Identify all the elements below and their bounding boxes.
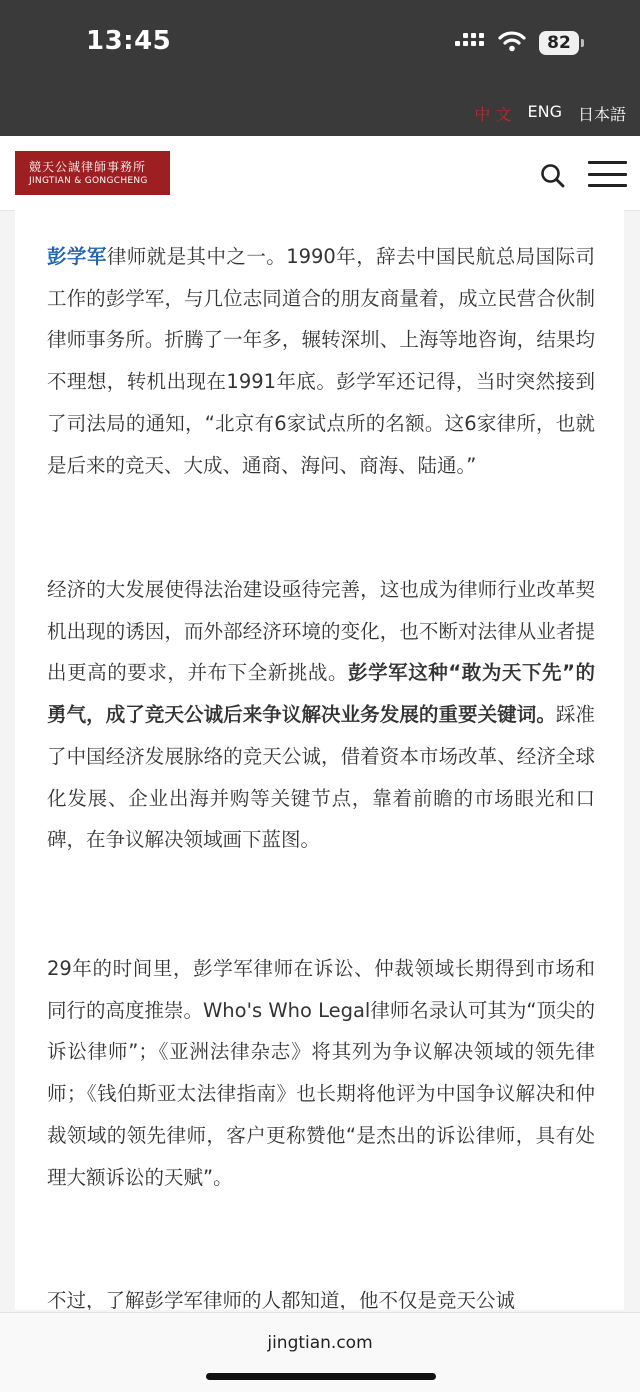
battery-indicator: 82: [539, 31, 579, 55]
article-paragraph-3: 29年的时间里，彭学军律师在诉讼、仲裁领域长期得到市场和同行的高度推崇。Who's Who Legal律师名录认可其为“顶尖的诉讼律师”；《亚洲法律杂志》将其列为争议解决领域的领先律师；《钱伯斯亚太法律指南》也长期将他评为中国争议解决和仲裁领域的领先律师，客户更称赞他“是杰出的诉讼律师，具有处理大额诉讼的天赋”。: [47, 957, 595, 1189]
battery-cap: [581, 39, 584, 47]
article-paragraph-1: 彭学军律师就是其中之一。1990年，辞去中国民航总局国际司工作的彭学军，与几位志同道合的朋友商量着，成立民营合伙制律师事务所。折腾了一年多，辗转深圳、上海等地咨询，结果均不理想，转机出现在1991年底。彭学军还记得，当时突然接到了司法局的通知，“北京有6家试点所的名额。这6家律所，也就是后来的竞天、大成、通商、海问、商海、陆通。”: [47, 245, 595, 477]
lang-english[interactable]: ENG: [527, 102, 562, 121]
logo-chinese: 競天公誠律師事務所: [29, 160, 147, 174]
menu-icon[interactable]: [588, 161, 627, 187]
wifi-icon: [498, 30, 526, 52]
site-logo[interactable]: [15, 151, 170, 195]
article-card: [15, 210, 624, 1310]
logo-english: JINGTIAN & GONGCHENG: [29, 176, 148, 186]
lang-chinese[interactable]: 中 文: [474, 105, 512, 124]
lang-japanese[interactable]: 日本語: [577, 105, 626, 124]
status-time: 13:45: [86, 26, 172, 56]
lawyer-name-link[interactable]: 彭学军: [47, 245, 107, 268]
article-paragraph-4: 不过，了解彭学军律师的人都知道，他不仅是竞天公诚: [47, 1289, 516, 1310]
cellular-signal-icon: [455, 33, 484, 46]
search-icon[interactable]: [540, 163, 566, 189]
bold-highlight: 彭学军这种“敢为天下先”的勇气，成了竞天公诚后来争议解决业务发展的重要关键词。: [47, 661, 595, 727]
browser-address-bar[interactable]: [0, 1312, 640, 1392]
home-indicator[interactable]: [206, 1373, 436, 1380]
language-switcher: [474, 102, 626, 125]
url-text[interactable]: jingtian.com: [267, 1333, 373, 1353]
article-paragraph-2: 经济的大发展使得法治建设亟待完善，这也成为律师行业改革契机出现的诱因，而外部经济环境的变化，也不断对法律从业者提出更高的要求，并布下全新挑战。彭学军这种“敢为天下先”的勇气，成了竞天公诚后来争议解决业务发展的重要关键词。踩准了中国经济发展脉络的竞天公诚，借着资本市场改革、经济全球化发展、企业出海并购等关键节点，靠着前瞻的市场眼光和口碑，在争议解决领域画下蓝图。: [47, 578, 595, 852]
